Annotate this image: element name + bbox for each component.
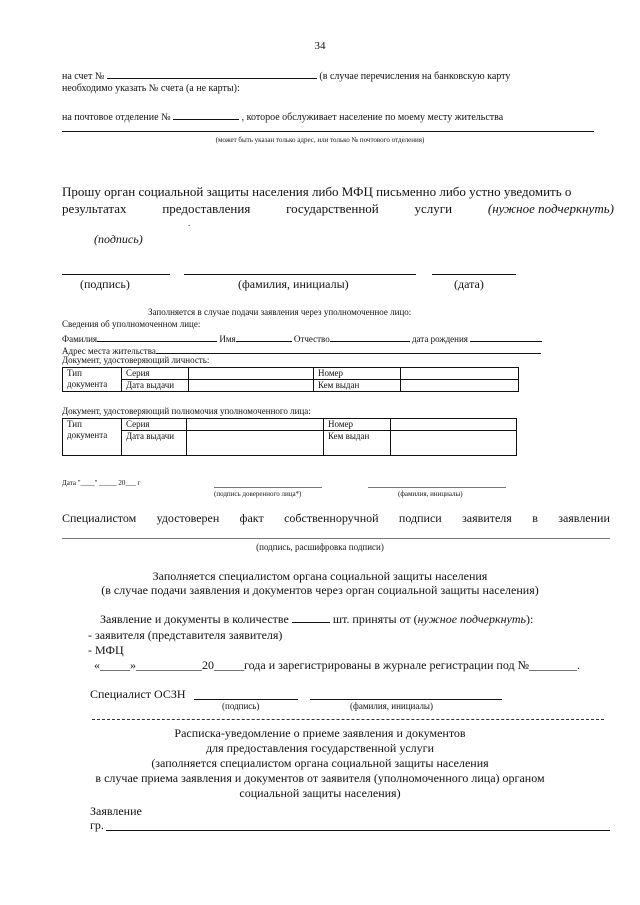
receipt-title-4: в случае приема заявления и документов от заявителя (уполномоченного лица) органом <box>95 771 545 785</box>
cert-word: подписи <box>398 511 442 525</box>
specialist-cert-line <box>62 511 610 526</box>
surname-field[interactable] <box>97 331 217 342</box>
account-prefix: на счет № <box>62 71 105 82</box>
ozsn-name-field[interactable] <box>310 699 502 700</box>
issue-date-label: Дата выдачи <box>122 380 189 392</box>
ozsn-signature-caption: (подпись) <box>222 701 260 711</box>
documents-count-field[interactable] <box>292 612 330 623</box>
notify-word: предоставления <box>162 201 251 216</box>
cert-word: заявлении <box>558 511 610 525</box>
identity-doc-title: Документ, удостоверяющий личность: <box>62 355 210 365</box>
authority-doc-title: Документ, удостоверяющий полномочия уполномоченного лица: <box>62 406 311 416</box>
specialist-cert-signature-field[interactable] <box>62 538 610 539</box>
account-line <box>62 68 510 82</box>
series-field[interactable] <box>187 419 324 431</box>
issued-by-field[interactable] <box>401 380 519 392</box>
post-office-note: (может быть указан только адрес, или только № почтового отделения) <box>215 136 425 144</box>
signature-caption: (подпись) <box>80 277 130 291</box>
ozsn-name-caption: (фамилия, инициалы) <box>350 701 433 711</box>
receipt-citizen-field[interactable] <box>106 830 610 831</box>
notify-choice-hint: (нужное подчеркнуть) <box>487 201 614 216</box>
receipt-title-3: (заполняется специалистом органа социальной защиты населения <box>151 756 489 770</box>
cert-word: в <box>532 511 538 525</box>
account-suffix: (в случае перечисления на банковскую карту <box>319 71 511 82</box>
account-number-field[interactable] <box>107 68 317 79</box>
specialist-cert-caption: (подпись, расшифровка подписи) <box>256 542 384 552</box>
ozsn-accepted-line <box>100 612 533 627</box>
page-number: 34 <box>314 40 326 52</box>
signature-field[interactable] <box>62 274 170 275</box>
number-field[interactable] <box>391 419 517 431</box>
cert-word: факт <box>239 511 264 525</box>
number-label: Номер <box>324 419 391 431</box>
post-office-address-field[interactable] <box>62 131 594 132</box>
surname-label: Фамилия <box>62 334 98 344</box>
series-field[interactable] <box>189 368 314 380</box>
issued-by-field[interactable] <box>391 431 517 456</box>
notify-line-2 <box>62 201 614 217</box>
address-field[interactable] <box>156 343 541 354</box>
patronymic-field[interactable] <box>330 331 410 342</box>
series-label: Серия <box>122 368 189 380</box>
series-label: Серия <box>122 419 187 431</box>
first-name-field[interactable] <box>236 331 292 342</box>
receipt-application-label: Заявление <box>90 804 142 818</box>
cert-word: Специалистом <box>62 511 137 525</box>
receipt-title-2: для предоставления государственной услуги <box>205 741 435 755</box>
notify-dot: . <box>188 218 191 228</box>
issued-by-label: Кем выдан <box>324 431 391 456</box>
representative-heading: Заполняется в случае подачи заявления через уполномоченное лицо: <box>148 307 412 317</box>
cut-line-divider <box>92 719 604 720</box>
birthdate-label: дата рождения <box>411 334 468 344</box>
accepted-prefix: Заявление и документы в количестве <box>100 612 289 626</box>
post-office-line <box>62 109 503 123</box>
trusted-person-signature-caption: (подпись доверенного лица*) <box>214 490 302 498</box>
accepted-choice-hint: нужное подчеркнуть <box>417 612 526 626</box>
trusted-person-signature-field[interactable] <box>214 487 322 488</box>
cert-word: собственноручной <box>284 511 379 525</box>
cert-word: удостоверен <box>156 511 220 525</box>
trusted-person-name-caption: (фамилия, инициалы) <box>398 490 463 498</box>
identity-doc-table <box>62 367 519 392</box>
notify-word: государственной <box>286 201 379 216</box>
ozsn-title-1: Заполняется специалистом органа социальной защиты населения <box>152 569 488 583</box>
receipt-title-5: социальной защиты населения) <box>239 786 401 800</box>
name-field[interactable] <box>184 274 416 275</box>
receipt-citizen-label: гр. <box>90 818 104 832</box>
notify-word: услуги <box>414 201 453 216</box>
ozsn-specialist-label: Специалист ОСЗН <box>90 687 186 701</box>
name-caption: (фамилия, инициалы) <box>238 277 349 291</box>
doc-type-label: Тип документа <box>63 419 122 456</box>
issued-by-label: Кем выдан <box>314 380 401 392</box>
issue-date-field[interactable] <box>187 431 324 456</box>
date-caption: (дата) <box>454 277 484 291</box>
representative-date-line: Дата "____" _____ 20___ г <box>62 479 141 487</box>
representative-info-title: Сведения об уполномоченном лице: <box>62 319 201 329</box>
receipt-title-1: Расписка-уведомление о приеме заявления и документов <box>174 726 466 740</box>
ozsn-option-applicant: - заявителя (представителя заявителя) <box>88 628 283 642</box>
post-office-prefix: на почтовое отделение № <box>62 112 171 123</box>
account-line-2: необходимо указать № счета (а не карты): <box>62 83 240 94</box>
issue-date-field[interactable] <box>189 380 314 392</box>
first-name-label: Имя <box>219 334 236 344</box>
ozsn-signature-field[interactable] <box>194 699 298 700</box>
number-field[interactable] <box>401 368 519 380</box>
address-label: Адрес места жительства <box>62 346 156 356</box>
doc-type-label: Тип документа <box>63 368 122 392</box>
birthdate-field[interactable] <box>470 331 542 342</box>
trusted-person-name-field[interactable] <box>368 487 506 488</box>
post-office-number-field[interactable] <box>173 109 239 120</box>
accepted-middle: шт. приняты от ( <box>332 612 418 626</box>
patronymic-label: Отчество <box>293 334 330 344</box>
ozsn-title-2: (в случае подачи заявления и документов через орган социальной защиты населения) <box>101 583 539 597</box>
accepted-suffix: ): <box>526 612 534 626</box>
number-label: Номер <box>314 368 401 380</box>
cert-word: заявителя <box>462 511 512 525</box>
notify-word: результатах <box>62 201 127 216</box>
date-field[interactable] <box>432 274 516 275</box>
notify-signature-label: (подпись) <box>94 232 143 246</box>
authority-doc-table <box>62 418 517 456</box>
notify-line-1: Прошу орган социальной защиты населения либо МФЦ письменно либо устно уведомить о <box>62 184 572 199</box>
post-office-suffix: , которое обслуживает население по моему месту жительства <box>241 112 504 123</box>
issue-date-label: Дата выдачи <box>122 431 187 456</box>
ozsn-registration-line: «_____»___________20_____года и зарегистрированы в журнале регистрации под №________. <box>94 658 581 672</box>
ozsn-option-mfc: - МФЦ <box>88 643 124 657</box>
